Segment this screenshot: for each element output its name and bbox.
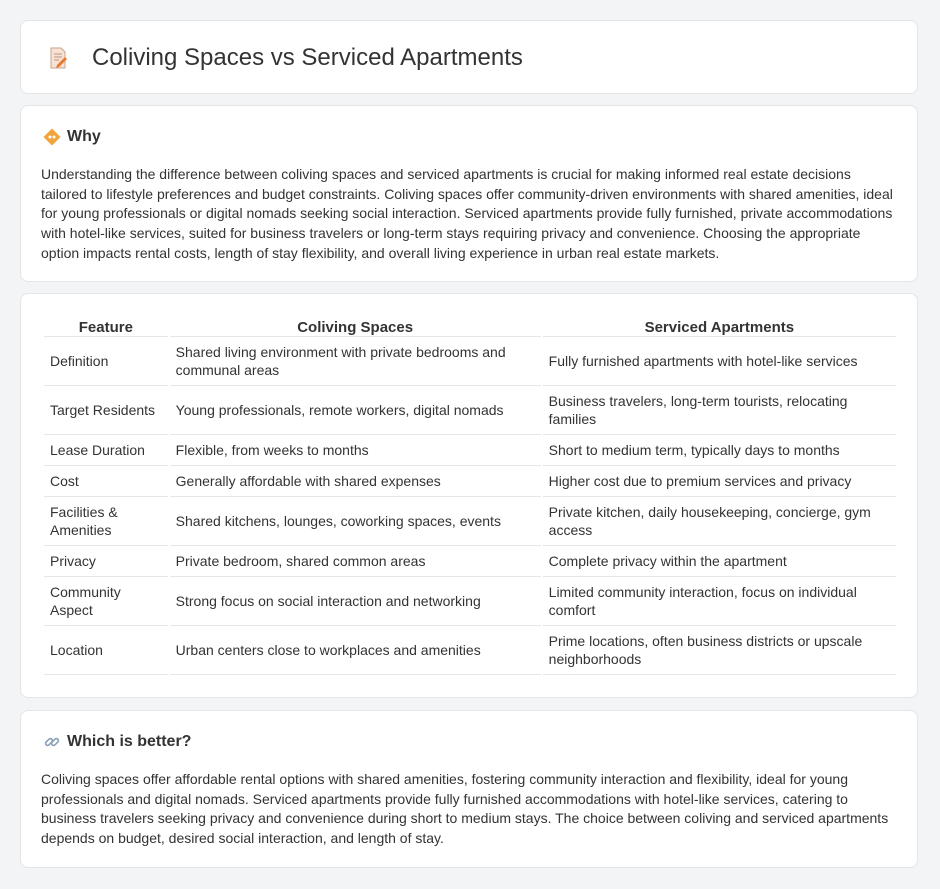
- serviced-cell: Short to medium term, typically days to months: [543, 435, 896, 466]
- coliving-cell: Urban centers close to workplaces and amenities: [170, 626, 541, 675]
- table-row: [44, 435, 896, 466]
- feature-cell: Lease Duration: [44, 435, 168, 466]
- coliving-cell: Shared kitchens, lounges, coworking spaces, events: [170, 497, 541, 546]
- which-is-better-section: [20, 710, 918, 868]
- better-heading: Which is better?: [67, 733, 192, 750]
- why-heading: Why: [67, 128, 101, 145]
- serviced-cell: Higher cost due to premium services and privacy: [543, 466, 896, 497]
- serviced-cell: Fully furnished apartments with hotel-like services: [543, 337, 896, 386]
- why-body: Understanding the difference between coliving spaces and serviced apartments is crucial for making informed real estate decisions tailored to lifestyle preferences and budget constraints. Coliving spaces offer community-driven environments with shared amenities, ideal for young professionals or digital nomads seeking social interaction. Serviced apartments provide fully furnished, private accommodations with hotel-like services, suited for business travelers or long-term stays requiring privacy and convenience. Choosing the appropriate option impacts rental costs, length of stay flexibility, and overall living experience in urban real estate markets.: [41, 166, 893, 261]
- coliving-cell: Young professionals, remote workers, digital nomads: [170, 386, 541, 435]
- feature-cell: Privacy: [44, 546, 168, 577]
- feature-cell: Target Residents: [44, 386, 168, 435]
- table-row: [44, 577, 896, 626]
- feature-cell: Cost: [44, 466, 168, 497]
- col-header-feature: Feature: [44, 312, 168, 337]
- serviced-cell: Business travelers, long-term tourists, relocating families: [543, 386, 896, 435]
- why-heading-row: [43, 126, 101, 148]
- coliving-cell: Generally affordable with shared expenses: [170, 466, 541, 497]
- coliving-cell: Shared living environment with private bedrooms and communal areas: [170, 337, 541, 386]
- title-card: [20, 20, 918, 94]
- better-heading-row: [43, 731, 191, 753]
- feature-cell: Community Aspect: [44, 577, 168, 626]
- table-header-row: [44, 312, 896, 337]
- feature-cell: Definition: [44, 337, 168, 386]
- col-header-serviced: Serviced Apartments: [543, 312, 896, 337]
- table-row: [44, 546, 896, 577]
- comparison-table: [42, 312, 898, 675]
- comparison-card: [20, 293, 918, 698]
- feature-cell: Location: [44, 626, 168, 675]
- link-icon: [43, 733, 61, 751]
- document-pencil-icon: [46, 46, 70, 70]
- table-row: [44, 386, 896, 435]
- why-section: [20, 105, 918, 282]
- serviced-cell: Complete privacy within the apartment: [543, 546, 896, 577]
- serviced-cell: Prime locations, often business districts or upscale neighborhoods: [543, 626, 896, 675]
- feature-cell: Facilities & Amenities: [44, 497, 168, 546]
- coliving-cell: Strong focus on social interaction and networking: [170, 577, 541, 626]
- better-body: Coliving spaces offer affordable rental options with shared amenities, fostering community interaction and flexibility, ideal for young professionals and digital nomads. Serviced apartments provide fully furnished accommodations with hotel-like services, catering to business travelers seeking privacy and convenience during short to medium stays. The choice between coliving and serviced apartments depends on budget, desired social interaction, and length of stay.: [41, 771, 889, 847]
- table-row: [44, 466, 896, 497]
- page-title: Coliving Spaces vs Serviced Apartments: [92, 44, 523, 71]
- table-row: [44, 626, 896, 675]
- table-row: [44, 497, 896, 546]
- coliving-cell: Flexible, from weeks to months: [170, 435, 541, 466]
- diamond-badge-icon: [43, 128, 61, 146]
- serviced-cell: Limited community interaction, focus on individual comfort: [543, 577, 896, 626]
- col-header-coliving: Coliving Spaces: [170, 312, 541, 337]
- coliving-cell: Private bedroom, shared common areas: [170, 546, 541, 577]
- serviced-cell: Private kitchen, daily housekeeping, concierge, gym access: [543, 497, 896, 546]
- table-row: [44, 337, 896, 386]
